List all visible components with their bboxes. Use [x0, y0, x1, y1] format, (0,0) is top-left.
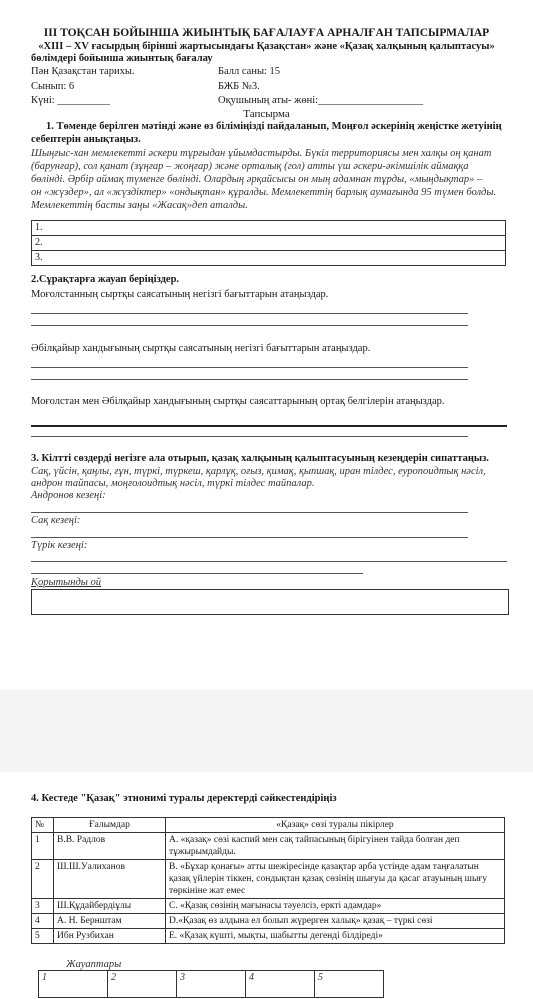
- answer-cell-1[interactable]: 1: [39, 971, 108, 998]
- answer-row-1[interactable]: 1.: [32, 221, 506, 236]
- answer-line[interactable]: [31, 379, 468, 380]
- task2-question-3: Моғолстан мен Әбілқайыр хандығының сыртқы саясаттарының ортақ белгілерін атаңыздар.: [31, 396, 445, 407]
- answer-cell-4[interactable]: 4: [246, 971, 315, 998]
- score-label: Балл саны: 15: [218, 66, 281, 77]
- answers-grid: [38, 970, 384, 998]
- source-line: бөлінді. Әрбір аймақ түменге бөлінді. Олардың әрқайсысы он мың адамнан тұрды, «мыңдықтар» –: [31, 174, 483, 185]
- period-andronov: Андронов кезеңі:: [31, 490, 106, 501]
- period-turkic: Түрік кезеңі:: [31, 540, 88, 551]
- table-header-row: [32, 818, 505, 833]
- opinion-text: С. «Қазақ сөзінің мағынасы тәуелсіз, еркті адамдар»: [166, 899, 505, 914]
- task3-keywords: Сақ, үйсін, қаңлы, ғұн, түркі, түркеш, қарлұқ, оғыз, қимақ, қыпшақ, иран тілдес, еуропоидтық нәсіл,: [31, 466, 486, 477]
- period-saka: Сақ кезеңі:: [31, 515, 81, 526]
- bjb-label: БЖБ №3.: [218, 81, 260, 92]
- source-line: Шыңғыс-хан мемлекетті әскери тұрғыдан ұйымдастырды. Бүкіл территориясы мен халқы оң қанат: [31, 148, 492, 159]
- table-row: [32, 914, 505, 929]
- task1-answer-table: [31, 220, 506, 266]
- answer-row-3[interactable]: 3.: [32, 251, 506, 266]
- opinion-text: Е. «Қазақ күшті, мықты, шабытты дегенді білдіреді»: [166, 929, 505, 944]
- answer-row-2[interactable]: 2.: [32, 236, 506, 251]
- row-number: 2: [32, 860, 54, 899]
- source-line: (барунғар), сол қанат (зұңғар – жоңғар) және орталық (гол) атты үш әскери-әкімшілік аймаққа: [31, 161, 469, 172]
- row-number: 3: [32, 899, 54, 914]
- task2-heading: 2.Сұрақтарға жауап беріңіздер.: [31, 274, 180, 285]
- answer-cell-2[interactable]: 2: [108, 971, 177, 998]
- answer-line[interactable]: [31, 313, 468, 314]
- page-subtitle-cont: бөлімдері бойынша жиынтық бағалау: [31, 53, 213, 64]
- answer-line[interactable]: [31, 325, 468, 326]
- task1-prompt-cont: себептерін анықтаңыз.: [31, 134, 141, 145]
- task4-heading: 4. Кестеде "Қазақ" этнонимі туралы деректерді сәйкестендіріңіз: [31, 793, 337, 804]
- task2-question-2: Әбілқайыр хандығының сыртқы саясатының негізгі бағыттарын атаңыздар.: [31, 343, 371, 354]
- scholar-name: Ш.Ш.Уалиханов: [54, 860, 166, 899]
- col-header-scholars: Ғалымдар: [54, 818, 166, 833]
- table-row: [32, 860, 505, 899]
- task-heading: Тапсырма: [243, 108, 290, 120]
- task1-source-text: [31, 147, 511, 212]
- scholar-name: Ибн Рузбихан: [54, 929, 166, 944]
- date-field[interactable]: Күні: __________: [31, 95, 110, 106]
- row-number: 1: [32, 833, 54, 860]
- page-title: ІІІ ТОҚСАН БОЙЫНША ЖИЫНТЫҚ БАҒАЛАУҒА АРНАЛҒАН ТАПСЫРМАЛАР: [43, 27, 490, 39]
- answer-cell-5[interactable]: 5: [315, 971, 384, 998]
- student-name-field[interactable]: Оқушының аты- жөні:____________________: [218, 95, 424, 106]
- answer-line[interactable]: [31, 573, 363, 574]
- source-line: Мемлекеттің басты заңы «Жасақ»деп аталды.: [31, 200, 248, 211]
- answer-line[interactable]: [31, 367, 468, 368]
- answer-line[interactable]: [31, 537, 468, 538]
- task3-keywords-cont: андрон тайпасы, моңғолоидтық нәсіл, түркі тілдес тайпалар.: [31, 478, 315, 489]
- task2-question-1: Моғолстанның сыртқы саясатының негізгі бағыттарын атаңыздар.: [31, 289, 329, 300]
- answer-line[interactable]: [31, 561, 507, 562]
- answer-cell-3[interactable]: 3: [177, 971, 246, 998]
- table-row: [32, 833, 505, 860]
- answer-line[interactable]: [31, 425, 507, 427]
- task1-prompt: 1. Төменде берілген мәтінді және өз біліміңізді пайдаланып, Моңғол әскерінің жеңістке жетуінің: [46, 121, 502, 132]
- table-row: [32, 929, 505, 944]
- conclusion-label: Қорытынды ой: [31, 577, 102, 588]
- scholars-table: [31, 817, 505, 944]
- opinion-text: В. «Бұхар қонағы» атты шежіресінде қазақтар арба үстінде адам таңғалатын қазақ үйлерін тіккен, сондықтан қазақ сөзінің шығуы да қасаг атауының шығу төркініне жат емес: [166, 860, 505, 899]
- opinion-text: А. «қазақ» сөзі каспий мен сақ тайпасының бірігуінен тайда болған деп тұжырымдайды.: [166, 833, 505, 860]
- answer-line[interactable]: [31, 436, 468, 437]
- col-header-number: №: [32, 818, 54, 833]
- scholar-name: Ш.Құдайбердіұлы: [54, 899, 166, 914]
- answers-label: Жауаптары: [66, 959, 122, 970]
- page-gap: [0, 690, 533, 772]
- answer-line[interactable]: [31, 512, 468, 513]
- row-number: 4: [32, 914, 54, 929]
- subject-label: Пән Қазақстан тарихы.: [31, 66, 135, 77]
- scholar-name: А. Н. Бернштам: [54, 914, 166, 929]
- grade-label: Сынып: 6: [31, 81, 75, 92]
- conclusion-box[interactable]: [31, 589, 509, 615]
- opinion-text: D.«Қазақ өз алдына ел болып жүрерген халық» қазақ – түркі сөзі: [166, 914, 505, 929]
- table-row: [32, 899, 505, 914]
- page-subtitle: «XIII – XV ғасырдың бірінші жартысындағы Қазақстан» және «Қазақ халқының қалыптасуы»: [38, 41, 495, 52]
- task3-heading: 3. Кілтті сөздерді негізге ала отырып, қазақ халқының қалыптасуының кезеңдерін сипаттаңыз.: [31, 453, 489, 464]
- source-line: он «жүздер», ал «жүздіктер» «ондықтан» құралды. Мемлекеттің барлық аумағында 95 түмен болды.: [31, 187, 497, 198]
- row-number: 5: [32, 929, 54, 944]
- scholar-name: В.В. Радлов: [54, 833, 166, 860]
- col-header-opinions: «Қазақ» сөзі туралы пікірлер: [166, 818, 505, 833]
